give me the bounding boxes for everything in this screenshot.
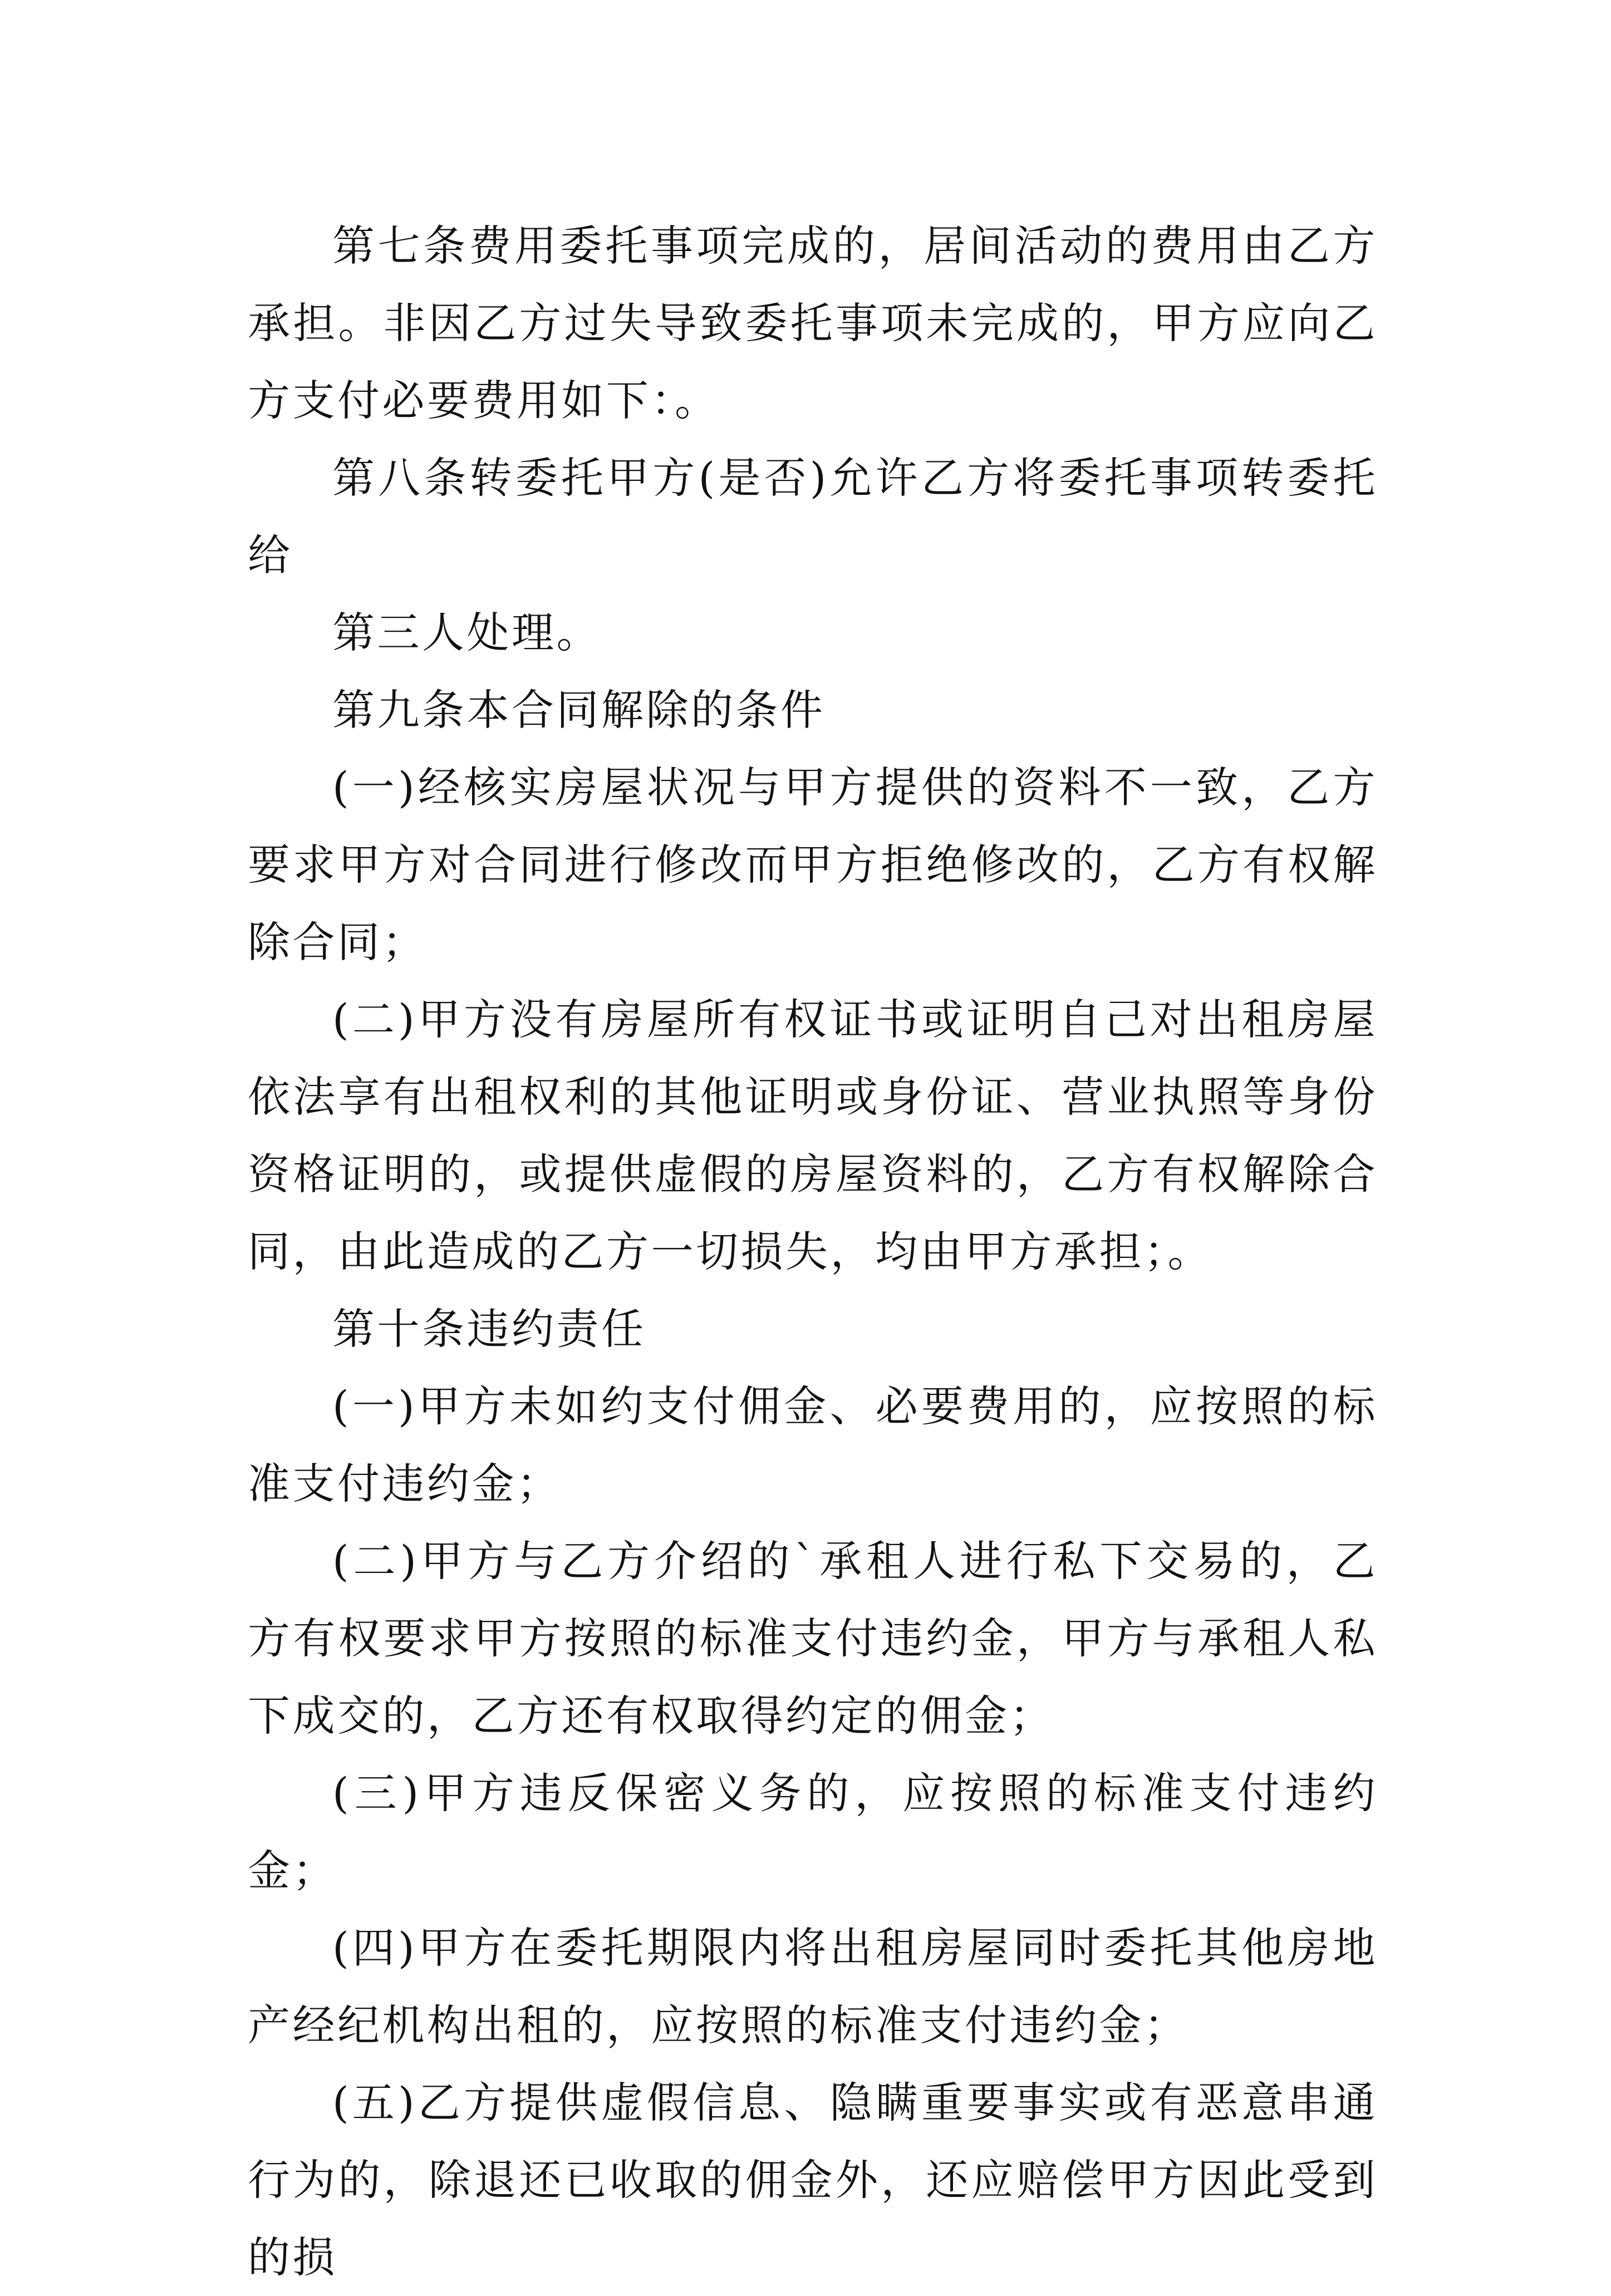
heading-article-9-termination: 第九条本合同解除的条件 bbox=[332, 685, 826, 735]
paragraph-article-10-item-2: (二)甲方与乙方介绍的`承租人进行私下交易的，乙方有权要求甲方按照的标准支付违约金，甲方与承租人私下成交的，乙方还有权取得约定的佣金； bbox=[248, 1536, 1378, 1741]
paragraph-article-9-item-1: (一)经核实房屋状况与甲方提供的资料不一致，乙方要求甲方对合同进行修改而甲方拒绝修改的，乙方有权解除合同； bbox=[248, 763, 1378, 967]
paragraph-article-9-item-2: (二)甲方没有房屋所有权证书或证明自己对出租房屋依法享有出租权利的其他证明或身份证、营业执照等身份资格证明的，或提供虚假的房屋资料的，乙方有权解除合同，由此造成的乙方一切损失，均由甲方承担；。 bbox=[248, 995, 1378, 1276]
paragraph-article-10-item-1: (一)甲方未如约支付佣金、必要费用的，应按照的标准支付违约金； bbox=[248, 1381, 1378, 1508]
paragraph-article-7-fees: 第七条费用委托事项完成的，居间活动的费用由乙方承担。非因乙方过失导致委托事项未完成的，甲方应向乙方支付必要费用如下：。 bbox=[248, 221, 1378, 425]
paragraph-article-10-item-5: (五)乙方提供虚假信息、隐瞒重要事实或有恶意串通行为的，除退还已收取的佣金外，还应赔偿甲方因此受到的损 bbox=[248, 2078, 1378, 2282]
document-body bbox=[248, 207, 1378, 2296]
heading-article-10-liability: 第十条违约责任 bbox=[332, 1304, 646, 1354]
paragraph-article-8-subdelegation: 第八条转委托甲方(是否)允许乙方将委托事项转委托给 bbox=[248, 453, 1378, 580]
paragraph-article-10-item-3: (三)甲方违反保密义务的，应按照的标准支付违约金； bbox=[248, 1768, 1378, 1895]
paragraph-article-8-continuation: 第三人处理。 bbox=[332, 608, 601, 657]
paragraph-article-10-item-4: (四)甲方在委托期限内将出租房屋同时委托其他房地产经纪机构出租的，应按照的标准支付违约金； bbox=[248, 1923, 1378, 2050]
